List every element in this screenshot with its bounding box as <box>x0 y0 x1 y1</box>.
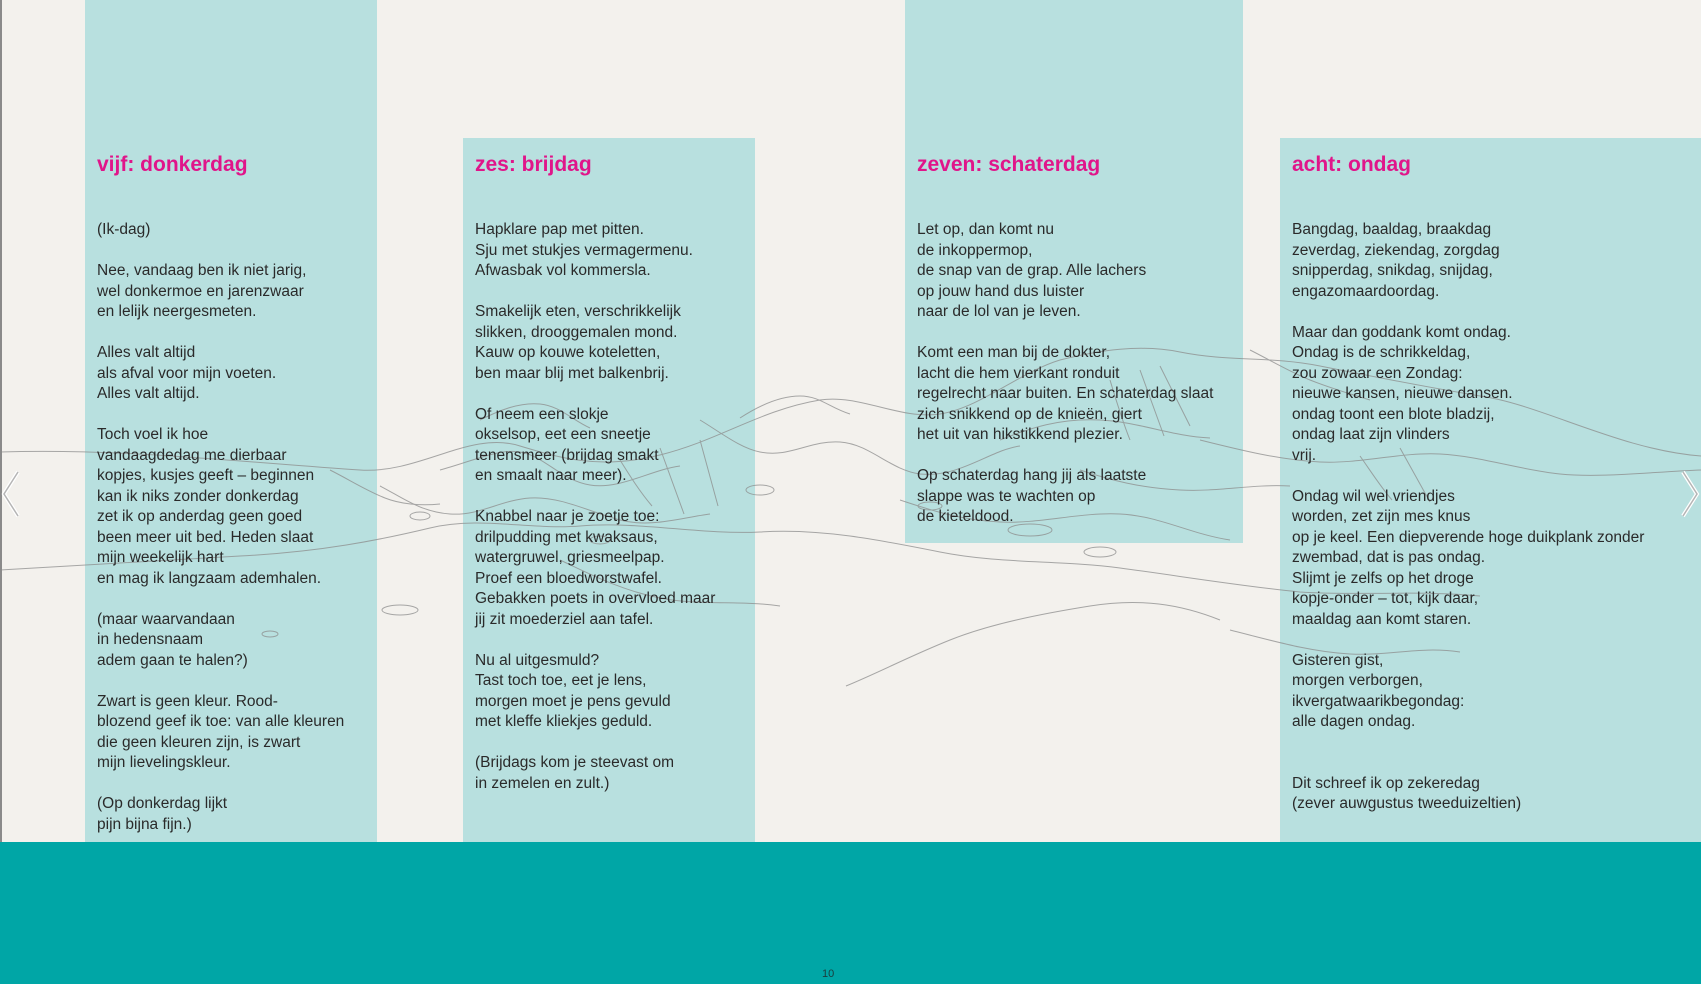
poem-line: morgen moet je pens gevuld <box>475 692 671 710</box>
poem-line <box>1292 302 1644 323</box>
poem-line: worden, zet zijn mes knus <box>1292 508 1471 525</box>
poem-line: Alles valt altijd. <box>97 385 200 402</box>
poem-line: Slijmt je zelfs op het droge <box>1292 569 1474 587</box>
poem-line: (Op donkerdag lijkt <box>97 795 228 812</box>
poem-line: op jouw hand dus luister <box>917 282 1085 300</box>
poem-line <box>1292 733 1644 754</box>
poem-line: Nu al uitgesmuld? <box>475 651 600 669</box>
poem-line <box>97 671 344 692</box>
poem-line: ondag laat zijn vlinders <box>1292 426 1450 443</box>
poem-line: Nee, vandaag ben ik niet jarig, <box>97 262 307 279</box>
poem-line: okselsop, eet een sneetje <box>475 426 651 443</box>
chevron-left-icon <box>0 470 22 518</box>
poem-line: zou zowaar een Zondag: <box>1292 364 1463 382</box>
poem-line: de kieteldood. <box>917 508 1014 525</box>
poem-title: zeven: schaterdag <box>917 153 1101 176</box>
poem-line <box>475 733 715 754</box>
poem-line: lacht die hem vierkant ronduit <box>917 364 1120 382</box>
poem-line: vrij. <box>1292 446 1317 464</box>
poem-line <box>97 589 344 610</box>
poem-line: (Brijdags kom je steevast om <box>475 754 674 771</box>
previous-page-button[interactable] <box>0 470 22 518</box>
poem-line <box>97 323 344 344</box>
poem-line: Gisteren gist, <box>1292 651 1384 669</box>
poem-line <box>475 282 715 303</box>
poem-line: Of neem een slokje <box>475 405 609 423</box>
poem-zeven-schaterdag <box>917 152 1213 528</box>
poem-line: Smakelijk eten, verschrikkelijk <box>475 303 681 320</box>
poem-line: jij zit moederziel aan tafel. <box>475 610 654 628</box>
poem-line: (zever auwgustus tweeduizeltien) <box>1292 795 1522 812</box>
poem-acht-ondag <box>1292 152 1644 815</box>
poem-line: (maar waarvandaan <box>97 610 235 628</box>
poem-line <box>1292 466 1644 487</box>
poem-line: Let op, dan komt nu <box>917 221 1055 238</box>
page-number: 10 <box>822 968 835 980</box>
poem-line <box>475 487 715 508</box>
poem-line <box>917 446 1213 467</box>
poem-line: alle dagen ondag. <box>1292 713 1416 730</box>
poem-line: en mag ik langzaam ademhalen. <box>97 569 322 587</box>
bottom-color-band <box>0 842 1701 984</box>
poem-body <box>917 220 1213 528</box>
poem-line: engazomaardoordag. <box>1292 282 1440 300</box>
poem-line: kopje-onder – tot, kijk daar, <box>1292 590 1479 607</box>
poem-line <box>97 405 344 426</box>
poem-line: zeverdag, ziekendag, zorgdag <box>1292 241 1500 259</box>
poem-line: het uit van hikstikkend plezier. <box>917 426 1123 443</box>
poem-line: Op schaterdag hang jij als laatste <box>917 467 1147 484</box>
poem-line: Tast toch toe, eet je lens, <box>475 672 647 689</box>
poem-line: op je keel. Een diepverende hoge duikplank zonder <box>1292 528 1645 546</box>
poem-line: Alles valt altijd <box>97 344 196 361</box>
poem-line: Dit schreef ik op zekeredag <box>1292 774 1480 792</box>
poem-line: wel donkermoe en jarenzwaar <box>97 282 304 300</box>
poem-line <box>475 384 715 405</box>
poem-line: snipperdag, snikdag, snijdag, <box>1292 262 1493 279</box>
poem-line: Gebakken poets in overvloed maar <box>475 590 716 607</box>
poem-body <box>1292 220 1644 815</box>
poem-line: in hedensnaam <box>97 631 203 648</box>
poem-line: Ondag is de schrikkeldag, <box>1292 344 1471 361</box>
next-page-button[interactable] <box>1679 470 1701 518</box>
poem-body <box>97 220 344 835</box>
poem-line: als afval voor mijn voeten. <box>97 364 277 382</box>
poem-line: zwembad, dat is pas ondag. <box>1292 549 1486 566</box>
poem-line: ikvergatwaarikbegondag: <box>1292 692 1465 710</box>
poem-line: mijn lievelingskleur. <box>97 754 231 771</box>
poem-line: nieuwe kansen, nieuwe dansen. <box>1292 385 1513 402</box>
poem-line <box>97 774 344 795</box>
poem-line <box>1292 630 1644 651</box>
poem-line: Kauw op kouwe koteletten, <box>475 344 661 361</box>
poem-body <box>475 220 715 794</box>
poem-line: Hapklare pap met pitten. <box>475 221 644 238</box>
poem-line: blozend geef ik toe: van alle kleuren <box>97 713 345 730</box>
poem-line: die geen kleuren zijn, is zwart <box>97 733 301 751</box>
poem-line: naar de lol van je leven. <box>917 303 1081 320</box>
poem-line: de inkoppermop, <box>917 241 1033 259</box>
poem-zes-brijdag <box>475 152 715 794</box>
poem-line: kan ik niks zonder donkerdag <box>97 487 299 505</box>
poem-line: adem gaan te halen?) <box>97 651 248 669</box>
poem-line: tenensmeer (brijdag smakt <box>475 446 659 464</box>
poem-line: mijn weekelijk hart <box>97 549 224 566</box>
poem-line: morgen verborgen, <box>1292 672 1423 689</box>
poem-line: Zwart is geen kleur. Rood- <box>97 692 278 710</box>
poem-line: zet ik op anderdag geen goed <box>97 508 303 525</box>
chevron-right-icon <box>1679 470 1701 518</box>
poem-line <box>97 241 344 262</box>
poem-line: ben maar blij met balkenbrij. <box>475 364 669 382</box>
poem-title: vijf: donkerdag <box>97 153 248 176</box>
poem-line <box>917 323 1213 344</box>
poem-line: been meer uit bed. Heden slaat <box>97 528 314 546</box>
poem-line: de snap van de grap. Alle lachers <box>917 262 1147 279</box>
poem-line: Ondag wil wel vriendjes <box>1292 487 1455 505</box>
poem-title: acht: ondag <box>1292 153 1411 176</box>
poem-line: Proef een bloedworstwafel. <box>475 569 662 587</box>
poem-line: Maar dan goddank komt ondag. <box>1292 323 1511 341</box>
poem-line: met kleffe kliekjes geduld. <box>475 713 653 730</box>
poem-line: pijn bijna fijn.) <box>97 815 192 833</box>
poem-line: vandaagdedag me dierbaar <box>97 446 287 464</box>
poem-line <box>475 630 715 651</box>
poem-line: Sju met stukjes vermagermenu. <box>475 241 693 259</box>
poem-line: Bangdag, baaldag, braakdag <box>1292 221 1492 238</box>
poem-line <box>1292 753 1644 774</box>
poem-line: Afwasbak vol kommersla. <box>475 262 651 279</box>
poem-line: en smaalt naar meer). <box>475 467 627 484</box>
poem-line: ondag toont een blote bladzij, <box>1292 405 1495 423</box>
poem-line: kopjes, kusjes geeft – beginnen <box>97 467 315 484</box>
poem-line: zich snikkend op de knieën, giert <box>917 405 1142 423</box>
poem-line: slappe was te wachten op <box>917 487 1096 505</box>
poem-line: (Ik-dag) <box>97 221 151 238</box>
poem-line: slikken, drooggemalen mond. <box>475 323 678 341</box>
poem-line: maaldag aan komt staren. <box>1292 610 1472 628</box>
poem-line: in zemelen en zult.) <box>475 774 610 792</box>
poem-line: Toch voel ik hoe <box>97 426 209 443</box>
poem-line: Knabbel naar je zoetje toe: <box>475 508 660 525</box>
poem-title: zes: brijdag <box>475 153 592 176</box>
poem-line: en lelijk neergesmeten. <box>97 303 257 320</box>
poem-line: regelrecht naar buiten. En schaterdag slaat <box>917 385 1214 402</box>
poem-line: drilpudding met kwaksaus, <box>475 528 658 546</box>
poem-line: watergruwel, griesmeelpap. <box>475 549 665 566</box>
poem-line: Komt een man bij de dokter, <box>917 344 1111 361</box>
poem-vijf-donkerdag <box>97 152 344 835</box>
